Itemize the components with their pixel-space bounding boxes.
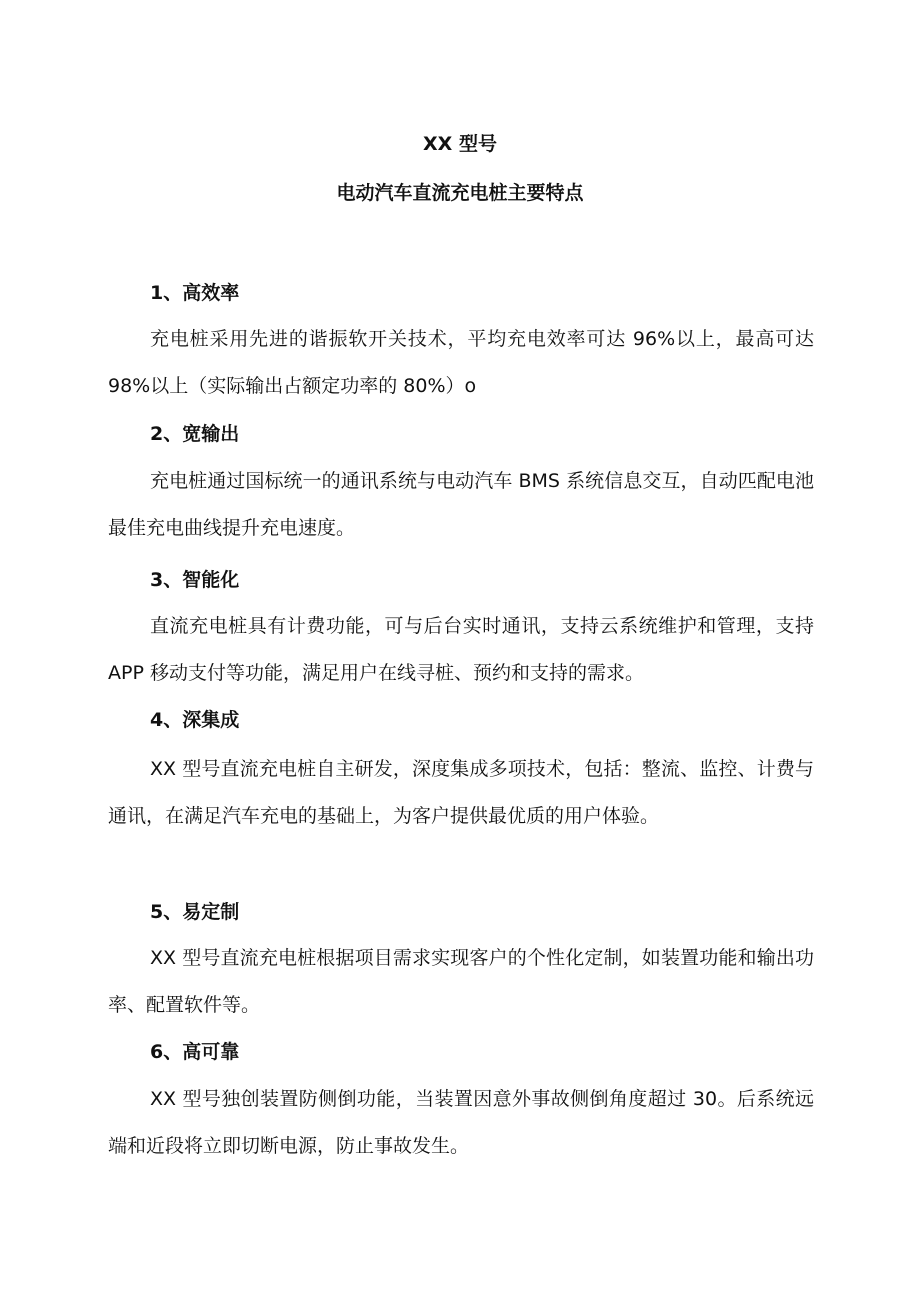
section-heading-4: 4、深集成 — [150, 709, 240, 731]
section-heading-5: 5、易定制 — [150, 901, 240, 923]
section-paragraph-1: 充电桩采用先进的谐振软开关技术，平均充电效率可达 96%以上，最高可达 98%以上（实际输出占额定功率的 80%）o — [108, 328, 814, 397]
section-heading-1: 1、高效率 — [150, 282, 240, 304]
section-paragraph-6: XX 型号独创装置防侧倒功能，当装置因意外事故侧倒角度超过 30。后系统远端和近段将立即切断电源，防止事故发生。 — [108, 1088, 814, 1157]
section-paragraph-5: XX 型号直流充电桩根据项目需求实现客户的个性化定制，如装置功能和输出功率、配置软件等。 — [108, 947, 814, 1016]
section-paragraph-3: 直流充电桩具有计费功能，可与后台实时通讯，支持云系统维护和管理，支持 APP 移动支付等功能，满足用户在线寻桩、预约和支持的需求。 — [108, 615, 814, 684]
document-subtitle: 电动汽车直流充电桩主要特点 — [336, 182, 584, 204]
section-heading-6: 6、高可靠 — [150, 1041, 240, 1063]
section-paragraph-2: 充电桩通过国标统一的通讯系统与电动汽车 BMS 系统信息交互，自动匹配电池最佳充电曲线提升充电速度。 — [108, 470, 814, 539]
document-title: XX 型号 — [423, 133, 497, 155]
section-heading-2: 2、宽输出 — [150, 423, 240, 445]
section-heading-3: 3、智能化 — [150, 569, 240, 591]
section-paragraph-4: XX 型号直流充电桩自主研发，深度集成多项技术，包括：整流、监控、计费与通讯，在满足汽车充电的基础上，为客户提供最优质的用户体验。 — [108, 758, 814, 827]
